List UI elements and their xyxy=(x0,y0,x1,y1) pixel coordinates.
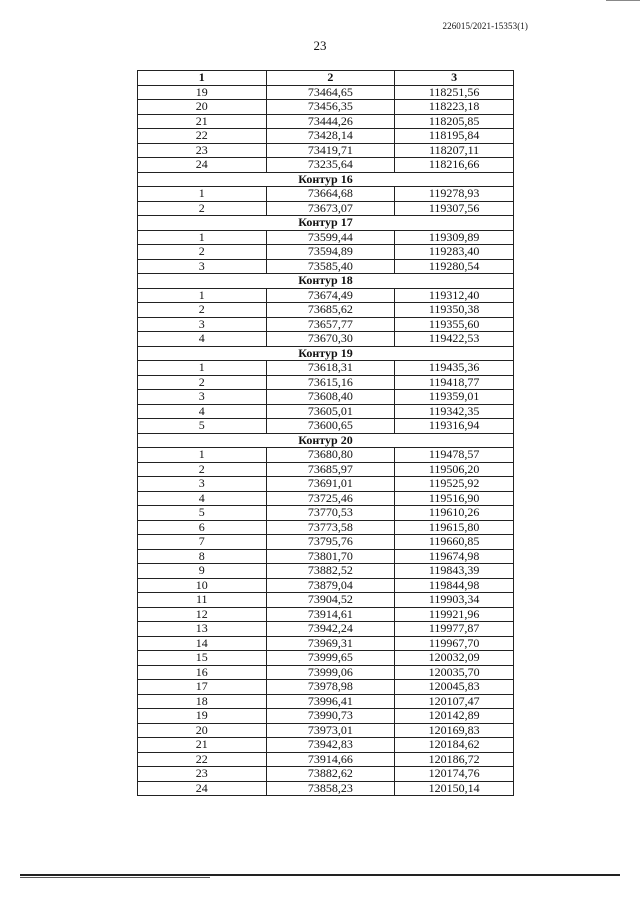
table-row xyxy=(138,317,514,332)
point-number-cell: 8 xyxy=(138,549,267,564)
table-row xyxy=(138,578,514,593)
table-row xyxy=(138,564,514,579)
table-row xyxy=(138,288,514,303)
x-coordinate-cell: 73605,01 xyxy=(266,404,395,419)
x-coordinate-cell: 73978,98 xyxy=(266,680,395,695)
y-coordinate-cell: 120174,76 xyxy=(395,767,514,782)
table-header-row xyxy=(138,71,514,86)
contour-heading-row xyxy=(138,274,514,289)
x-coordinate-cell: 73428,14 xyxy=(266,129,395,144)
table-row xyxy=(138,187,514,202)
table-row xyxy=(138,781,514,796)
x-coordinate-cell: 73235,64 xyxy=(266,158,395,173)
table-row xyxy=(138,462,514,477)
point-number-cell: 3 xyxy=(138,259,267,274)
column-header-2: 2 xyxy=(266,71,395,86)
table-row xyxy=(138,767,514,782)
contour-heading-row xyxy=(138,172,514,187)
y-coordinate-cell: 119309,89 xyxy=(395,230,514,245)
point-number-cell: 1 xyxy=(138,361,267,376)
table-body xyxy=(138,85,514,796)
x-coordinate-cell: 73594,89 xyxy=(266,245,395,260)
table-row xyxy=(138,332,514,347)
point-number-cell: 7 xyxy=(138,535,267,550)
point-number-cell: 21 xyxy=(138,738,267,753)
x-coordinate-cell: 73618,31 xyxy=(266,361,395,376)
y-coordinate-cell: 119903,34 xyxy=(395,593,514,608)
y-coordinate-cell: 118205,85 xyxy=(395,114,514,129)
table-row xyxy=(138,245,514,260)
point-number-cell: 18 xyxy=(138,694,267,709)
y-coordinate-cell: 119435,36 xyxy=(395,361,514,376)
point-number-cell: 1 xyxy=(138,448,267,463)
y-coordinate-cell: 119418,77 xyxy=(395,375,514,390)
x-coordinate-cell: 73685,97 xyxy=(266,462,395,477)
y-coordinate-cell: 119278,93 xyxy=(395,187,514,202)
x-coordinate-cell: 73615,16 xyxy=(266,375,395,390)
y-coordinate-cell: 118195,84 xyxy=(395,129,514,144)
contour-heading-row xyxy=(138,216,514,231)
point-number-cell: 3 xyxy=(138,390,267,405)
x-coordinate-cell: 73942,83 xyxy=(266,738,395,753)
contour-heading-row xyxy=(138,433,514,448)
footer-rule xyxy=(20,874,620,876)
y-coordinate-cell: 119967,70 xyxy=(395,636,514,651)
point-number-cell: 15 xyxy=(138,651,267,666)
contour-heading: Контур 19 xyxy=(138,346,514,361)
x-coordinate-cell: 73670,30 xyxy=(266,332,395,347)
x-coordinate-cell: 73680,80 xyxy=(266,448,395,463)
table-row xyxy=(138,535,514,550)
x-coordinate-cell: 73657,77 xyxy=(266,317,395,332)
y-coordinate-cell: 119610,26 xyxy=(395,506,514,521)
y-coordinate-cell: 119342,35 xyxy=(395,404,514,419)
point-number-cell: 20 xyxy=(138,100,267,115)
x-coordinate-cell: 73673,07 xyxy=(266,201,395,216)
point-number-cell: 16 xyxy=(138,665,267,680)
y-coordinate-cell: 119350,38 xyxy=(395,303,514,318)
table-row xyxy=(138,448,514,463)
y-coordinate-cell: 119843,39 xyxy=(395,564,514,579)
point-number-cell: 6 xyxy=(138,520,267,535)
y-coordinate-cell: 120150,14 xyxy=(395,781,514,796)
table-row xyxy=(138,303,514,318)
y-coordinate-cell: 119506,20 xyxy=(395,462,514,477)
table-row xyxy=(138,506,514,521)
y-coordinate-cell: 119280,54 xyxy=(395,259,514,274)
contour-heading: Контур 16 xyxy=(138,172,514,187)
y-coordinate-cell: 119307,56 xyxy=(395,201,514,216)
point-number-cell: 3 xyxy=(138,477,267,492)
footer-rule-secondary xyxy=(20,877,210,878)
y-coordinate-cell: 119615,80 xyxy=(395,520,514,535)
x-coordinate-cell: 73608,40 xyxy=(266,390,395,405)
point-number-cell: 4 xyxy=(138,404,267,419)
x-coordinate-cell: 73464,65 xyxy=(266,85,395,100)
table-row xyxy=(138,694,514,709)
point-number-cell: 10 xyxy=(138,578,267,593)
x-coordinate-cell: 73969,31 xyxy=(266,636,395,651)
y-coordinate-cell: 120142,89 xyxy=(395,709,514,724)
table-row xyxy=(138,723,514,738)
point-number-cell: 23 xyxy=(138,767,267,782)
document-id: 226015/2021-15353(1) xyxy=(442,21,528,31)
y-coordinate-cell: 118207,11 xyxy=(395,143,514,158)
y-coordinate-cell: 119660,85 xyxy=(395,535,514,550)
point-number-cell: 5 xyxy=(138,419,267,434)
y-coordinate-cell: 119977,87 xyxy=(395,622,514,637)
contour-heading-row xyxy=(138,346,514,361)
x-coordinate-cell: 73904,52 xyxy=(266,593,395,608)
x-coordinate-cell: 73585,40 xyxy=(266,259,395,274)
table-row xyxy=(138,752,514,767)
point-number-cell: 13 xyxy=(138,622,267,637)
table-row xyxy=(138,491,514,506)
x-coordinate-cell: 73773,58 xyxy=(266,520,395,535)
x-coordinate-cell: 73456,35 xyxy=(266,100,395,115)
point-number-cell: 5 xyxy=(138,506,267,521)
x-coordinate-cell: 73444,26 xyxy=(266,114,395,129)
x-coordinate-cell: 73691,01 xyxy=(266,477,395,492)
point-number-cell: 9 xyxy=(138,564,267,579)
point-number-cell: 22 xyxy=(138,129,267,144)
y-coordinate-cell: 120186,72 xyxy=(395,752,514,767)
x-coordinate-cell: 73858,23 xyxy=(266,781,395,796)
y-coordinate-cell: 120184,62 xyxy=(395,738,514,753)
x-coordinate-cell: 73419,71 xyxy=(266,143,395,158)
contour-heading: Контур 20 xyxy=(138,433,514,448)
point-number-cell: 1 xyxy=(138,187,267,202)
y-coordinate-cell: 120107,47 xyxy=(395,694,514,709)
x-coordinate-cell: 73999,06 xyxy=(266,665,395,680)
table-row xyxy=(138,419,514,434)
y-coordinate-cell: 119355,60 xyxy=(395,317,514,332)
table-row xyxy=(138,158,514,173)
column-header-3: 3 xyxy=(395,71,514,86)
x-coordinate-cell: 73795,76 xyxy=(266,535,395,550)
y-coordinate-cell: 118223,18 xyxy=(395,100,514,115)
table-row xyxy=(138,738,514,753)
page-number: 23 xyxy=(313,38,327,53)
point-number-cell: 2 xyxy=(138,303,267,318)
y-coordinate-cell: 118216,66 xyxy=(395,158,514,173)
coordinates-table xyxy=(137,70,514,796)
point-number-cell: 2 xyxy=(138,201,267,216)
x-coordinate-cell: 73600,65 xyxy=(266,419,395,434)
table-row xyxy=(138,404,514,419)
x-coordinate-cell: 73801,70 xyxy=(266,549,395,564)
table-row xyxy=(138,651,514,666)
table-row xyxy=(138,622,514,637)
table-row xyxy=(138,593,514,608)
point-number-cell: 19 xyxy=(138,85,267,100)
point-number-cell: 24 xyxy=(138,781,267,796)
table-row xyxy=(138,680,514,695)
point-number-cell: 14 xyxy=(138,636,267,651)
point-number-cell: 20 xyxy=(138,723,267,738)
x-coordinate-cell: 73882,62 xyxy=(266,767,395,782)
x-coordinate-cell: 73942,24 xyxy=(266,622,395,637)
table-row xyxy=(138,607,514,622)
table-row xyxy=(138,390,514,405)
point-number-cell: 1 xyxy=(138,230,267,245)
y-coordinate-cell: 119921,96 xyxy=(395,607,514,622)
table-row xyxy=(138,665,514,680)
point-number-cell: 11 xyxy=(138,593,267,608)
point-number-cell: 19 xyxy=(138,709,267,724)
x-coordinate-cell: 73882,52 xyxy=(266,564,395,579)
table-row xyxy=(138,549,514,564)
x-coordinate-cell: 73674,49 xyxy=(266,288,395,303)
point-number-cell: 1 xyxy=(138,288,267,303)
contour-heading: Контур 18 xyxy=(138,274,514,289)
x-coordinate-cell: 73664,68 xyxy=(266,187,395,202)
x-coordinate-cell: 73914,61 xyxy=(266,607,395,622)
y-coordinate-cell: 120045,83 xyxy=(395,680,514,695)
top-edge-rule xyxy=(606,0,640,1)
table-row xyxy=(138,143,514,158)
table-row xyxy=(138,201,514,216)
table-row xyxy=(138,520,514,535)
y-coordinate-cell: 119316,94 xyxy=(395,419,514,434)
point-number-cell: 4 xyxy=(138,491,267,506)
table-row xyxy=(138,636,514,651)
table-row xyxy=(138,114,514,129)
point-number-cell: 22 xyxy=(138,752,267,767)
y-coordinate-cell: 119674,98 xyxy=(395,549,514,564)
y-coordinate-cell: 119516,90 xyxy=(395,491,514,506)
point-number-cell: 4 xyxy=(138,332,267,347)
x-coordinate-cell: 73879,04 xyxy=(266,578,395,593)
y-coordinate-cell: 119844,98 xyxy=(395,578,514,593)
x-coordinate-cell: 73685,62 xyxy=(266,303,395,318)
point-number-cell: 17 xyxy=(138,680,267,695)
table-row xyxy=(138,100,514,115)
y-coordinate-cell: 120035,70 xyxy=(395,665,514,680)
table-row xyxy=(138,85,514,100)
point-number-cell: 2 xyxy=(138,375,267,390)
y-coordinate-cell: 119422,53 xyxy=(395,332,514,347)
point-number-cell: 21 xyxy=(138,114,267,129)
y-coordinate-cell: 119525,92 xyxy=(395,477,514,492)
table-row xyxy=(138,129,514,144)
y-coordinate-cell: 120032,09 xyxy=(395,651,514,666)
column-header-1: 1 xyxy=(138,71,267,86)
point-number-cell: 12 xyxy=(138,607,267,622)
table-row xyxy=(138,259,514,274)
y-coordinate-cell: 120169,83 xyxy=(395,723,514,738)
y-coordinate-cell: 119478,57 xyxy=(395,448,514,463)
y-coordinate-cell: 119312,40 xyxy=(395,288,514,303)
x-coordinate-cell: 73599,44 xyxy=(266,230,395,245)
table-row xyxy=(138,477,514,492)
x-coordinate-cell: 73770,53 xyxy=(266,506,395,521)
point-number-cell: 24 xyxy=(138,158,267,173)
table-row xyxy=(138,375,514,390)
x-coordinate-cell: 73725,46 xyxy=(266,491,395,506)
y-coordinate-cell: 119283,40 xyxy=(395,245,514,260)
point-number-cell: 2 xyxy=(138,245,267,260)
point-number-cell: 3 xyxy=(138,317,267,332)
x-coordinate-cell: 73999,65 xyxy=(266,651,395,666)
table-row xyxy=(138,709,514,724)
table-row xyxy=(138,361,514,376)
table-row xyxy=(138,230,514,245)
x-coordinate-cell: 73996,41 xyxy=(266,694,395,709)
x-coordinate-cell: 73973,01 xyxy=(266,723,395,738)
y-coordinate-cell: 118251,56 xyxy=(395,85,514,100)
point-number-cell: 23 xyxy=(138,143,267,158)
y-coordinate-cell: 119359,01 xyxy=(395,390,514,405)
x-coordinate-cell: 73990,73 xyxy=(266,709,395,724)
point-number-cell: 2 xyxy=(138,462,267,477)
contour-heading: Контур 17 xyxy=(138,216,514,231)
x-coordinate-cell: 73914,66 xyxy=(266,752,395,767)
